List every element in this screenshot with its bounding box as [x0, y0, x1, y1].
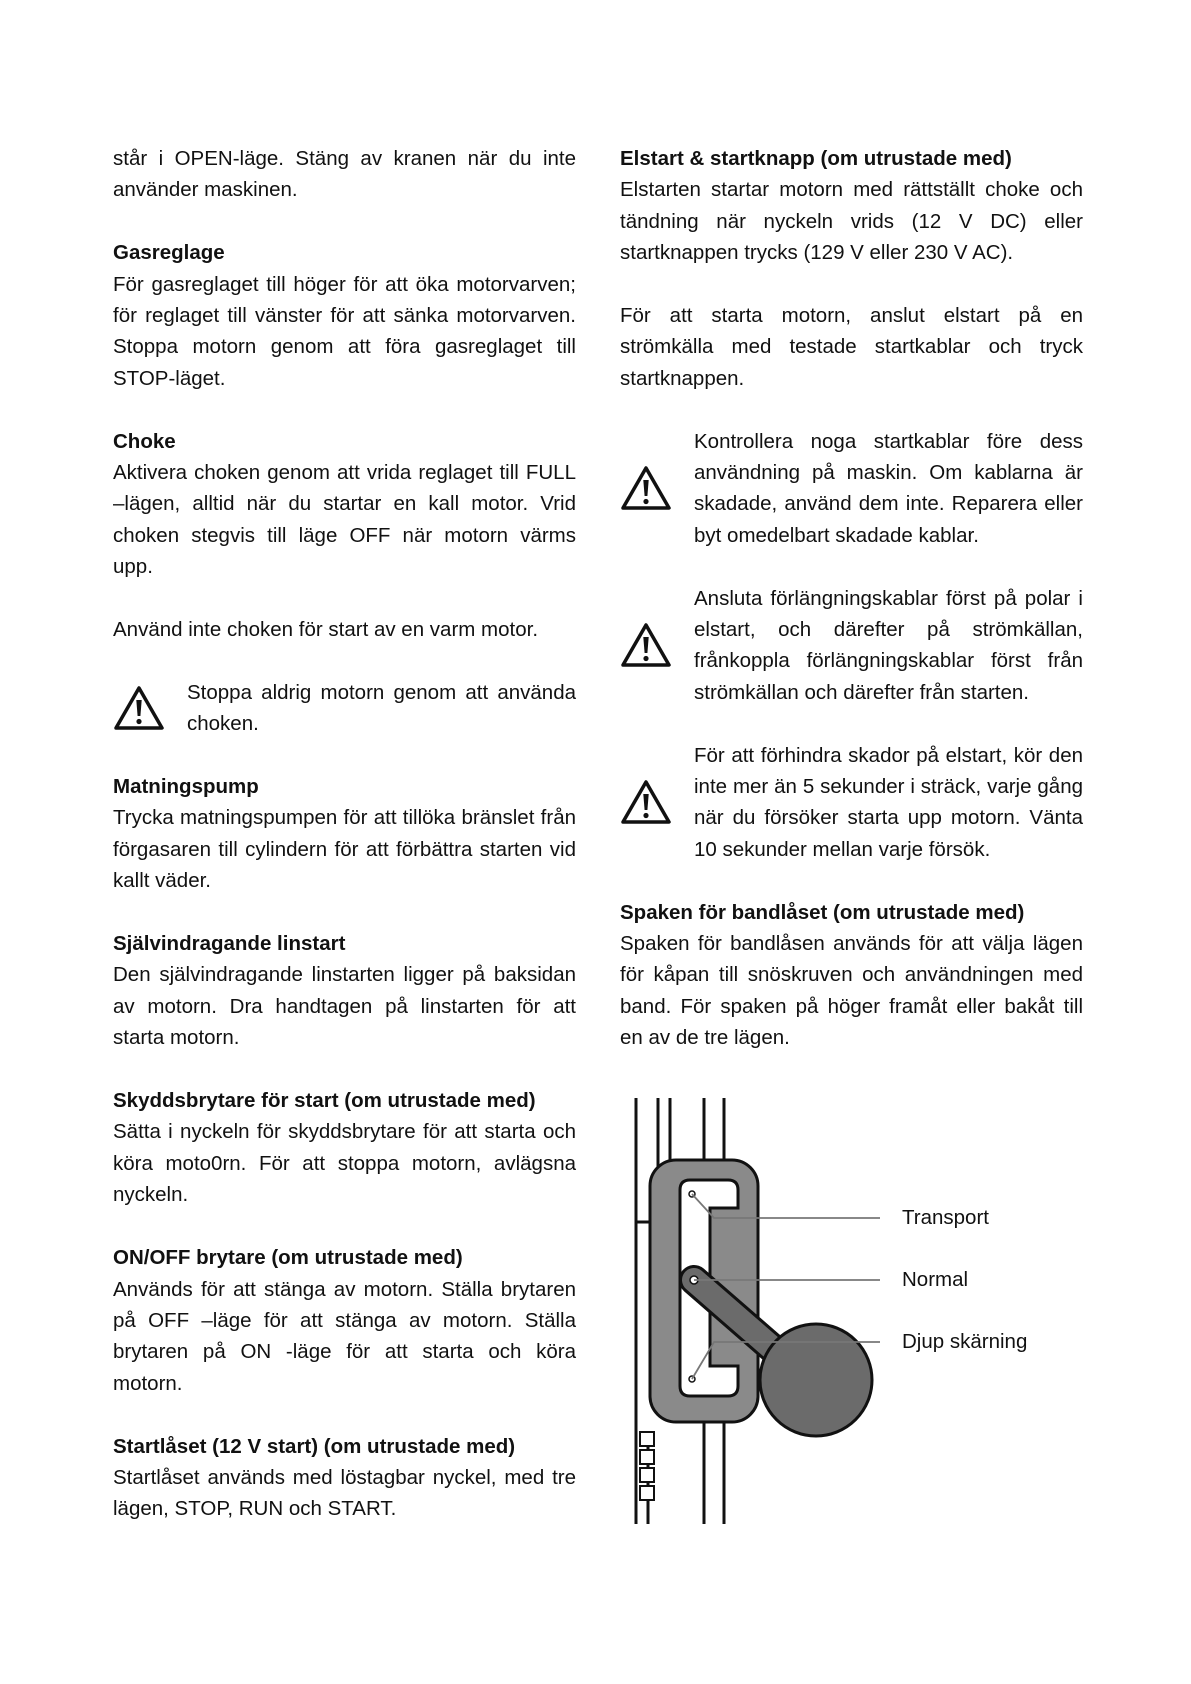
lever-knob — [760, 1324, 872, 1436]
label-djup-skarning: Djup skärning — [902, 1330, 1028, 1353]
matningspump-text: Trycka matningspumpen för att tillöka bränslet från förgasaren till cylindern för att förbättra starten vid kallt väder. — [113, 806, 576, 893]
right-column — [620, 143, 1083, 1054]
label-transport: Transport — [902, 1206, 989, 1229]
choke-warning — [113, 677, 576, 740]
label-normal: Normal — [902, 1268, 969, 1291]
startlaset-text: Startlåset används med löstagbar nyckel, med tre lägen, STOP, RUN och START. — [113, 1465, 576, 1521]
extension-warning-text: Anslutа förlängningskablar först på polar i elstart, och därefter på strömkällan, frånkoppla förlängningskablar först från strömkällan och därefter från starten. — [694, 586, 1083, 704]
warning-icon — [620, 622, 694, 668]
linstart-text: Den självindragande linstarten ligger på baksidan av motorn. Dra handtagen på linstarten för att starta motorn. — [113, 963, 576, 1050]
elstart-text-2: För att starta motorn, anslut elstart på en strömkälla med testade startkablar och tryck startknappen. — [620, 304, 1083, 390]
warning-icon — [113, 685, 187, 731]
choke-text-2: Använd inte choken för start av en varm motor. — [113, 618, 539, 642]
extension-warning — [620, 583, 1083, 709]
lever-illustration — [620, 1092, 1120, 1532]
gasreglage-text: För gasreglaget till höger för att öka motorvarven; för reglaget till vänster för att sänka motorvarven. Stoppa motorn genom att föra gasreglaget till STOP-läget. — [113, 272, 576, 390]
skyddsbrytare-text: Sätta i nyckeln för skyddsbrytare för att starta och köra moto0rn. För att stoppa motorn, avlägsna nyckeln. — [113, 1120, 576, 1207]
lever-diagram — [620, 1092, 1120, 1532]
elstart-text: Elstarten startar motorn med rättställt choke och tändning när nyckeln vrids (12 V DC) eller startknappen trycks (129 V eller 230 V AC). — [620, 178, 1083, 265]
skyddsbrytare-heading: Skyddsbrytare för start (om utrustade med) — [113, 1089, 536, 1113]
elstart-heading: Elstart & startknapp (om utrustade med) — [620, 147, 1012, 170]
choke-heading: Choke — [113, 429, 176, 453]
spaken-heading: Spaken för bandlåset (om utrustade med) — [620, 900, 1025, 924]
choke-warning-text: Stoppa aldrig motorn genom att använda choken. — [187, 680, 576, 736]
choke-text: Aktivera choken genom att vrida reglaget till FULL –lägen, alltid när du startar en kall motor. Vrid choken stegvis till läge OFF när motorn värms upp. — [113, 461, 576, 579]
gasreglage-heading: Gasreglage — [113, 241, 225, 265]
left-column — [113, 143, 576, 1525]
spaken-text: Spaken för bandlåsen används för att välja lägen för kåpan till snöskruven och användningen med band. För spaken på höger framåt eller bakåt till en av de tre lägen. — [620, 932, 1083, 1050]
onoff-text: Används för att stänga av motorn. Ställa brytaren på OFF –läge för att stänga av motorn. Ställa brytaren på ON -läge för att starta och köra motorn. — [113, 1277, 576, 1395]
cable-warning — [620, 426, 1083, 552]
warning-icon — [620, 779, 694, 825]
warning-icon — [620, 465, 694, 511]
onoff-heading: ON/OFF brytare (om utrustade med) — [113, 1246, 463, 1270]
duration-warning-text: För att förhindra skador på elstart, kör den inte mer än 5 sekunder i sträck, varje gång när du försöker starta upp motorn. Vänta 10 sekunder mellan varje försök. — [694, 743, 1083, 861]
startlaset-heading: Startlåset (12 V start) (om utrustade med) — [113, 1434, 516, 1458]
linstart-heading: Självindragande linstart — [113, 932, 346, 956]
intro-text: står i OPEN-läge. Stäng av kranen när du inte använder maskinen. — [113, 147, 576, 202]
matningspump-heading: Matningspump — [113, 775, 259, 799]
duration-warning — [620, 740, 1083, 866]
cable-warning-text: Kontrollera noga startkablar före dess användning på maskin. Om kablarna är skadade, använd dem inte. Reparera eller byt omedelbart skadade kablar. — [694, 429, 1083, 547]
